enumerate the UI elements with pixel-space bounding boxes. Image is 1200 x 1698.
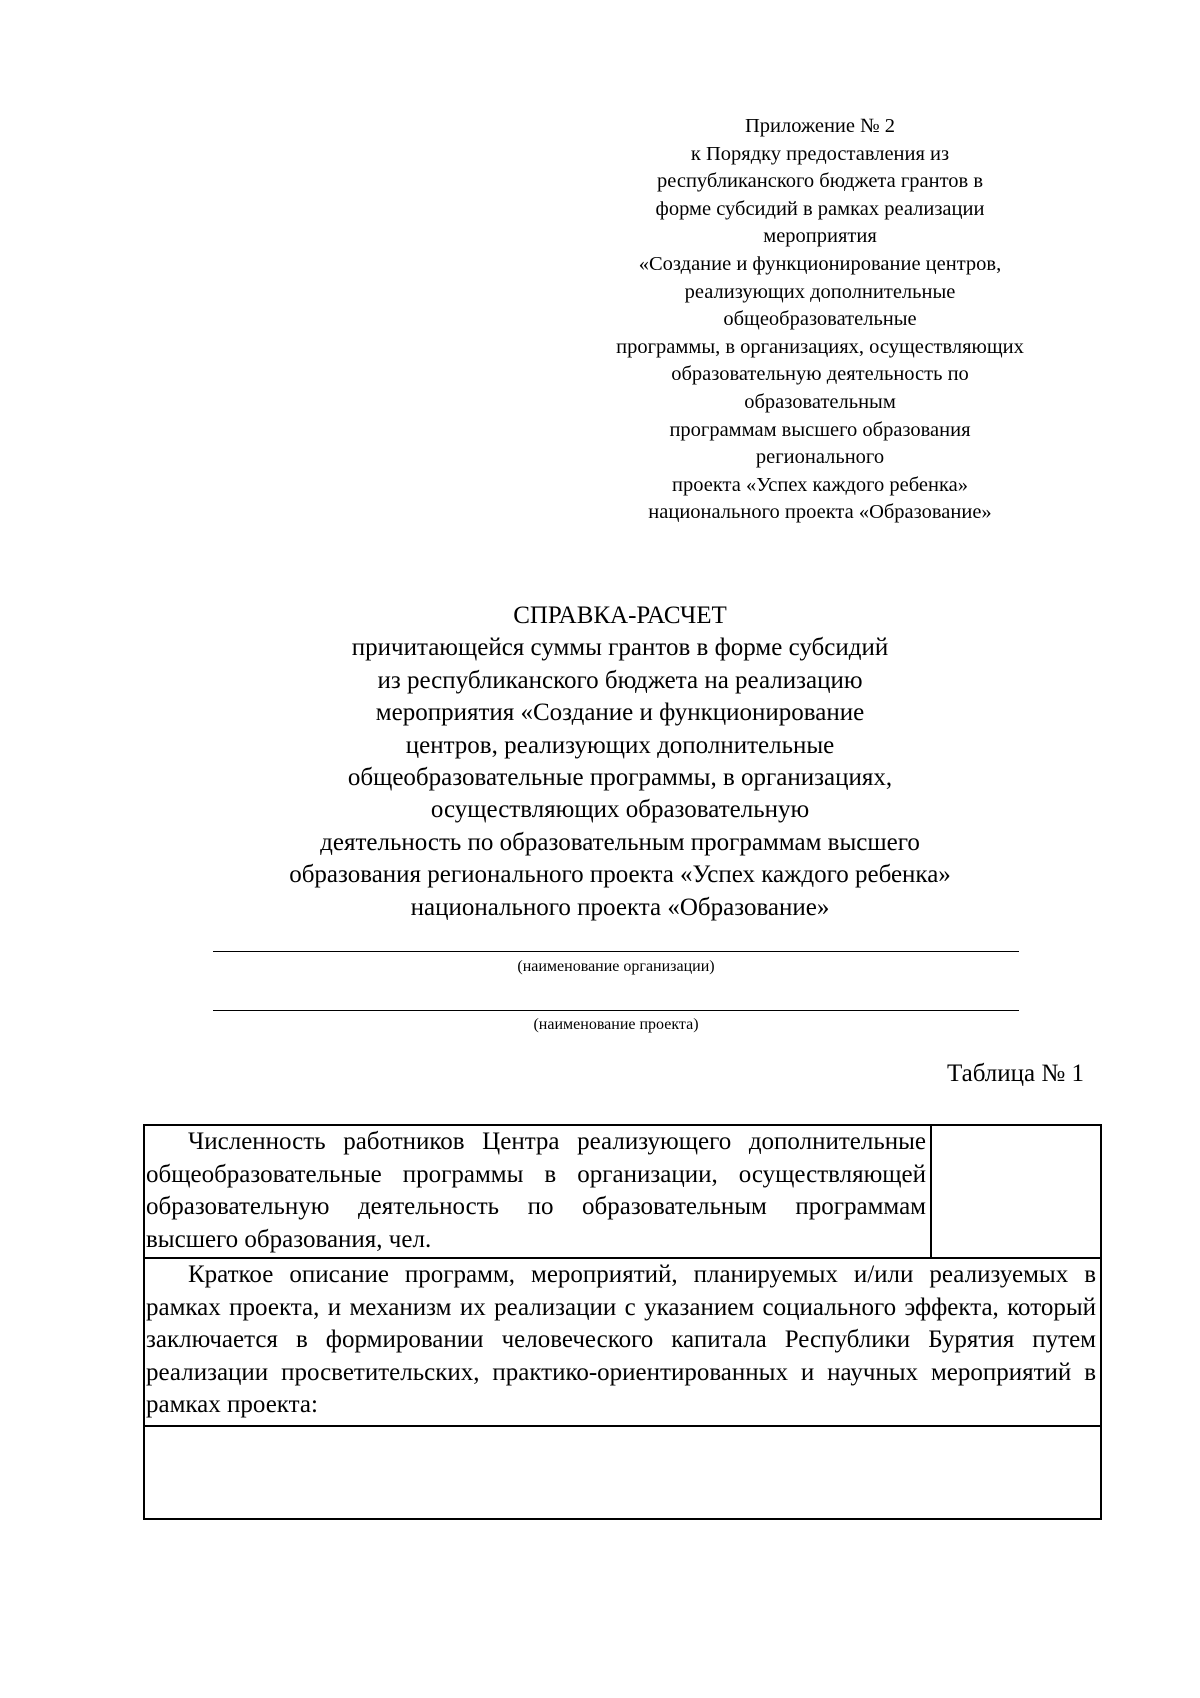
appendix-line: образовательную деятельность по <box>671 363 969 386</box>
table-row-description-label <box>146 1259 1096 1422</box>
appendix-line: регионального <box>755 446 885 469</box>
table-label: Таблица № 1 <box>946 1060 1084 1087</box>
org-name-caption: (наименование организации) <box>517 958 715 975</box>
appendix-line: программы, в организациях, осуществляющих <box>616 335 1024 358</box>
subtitle-line: осуществляющих образовательную <box>430 796 810 824</box>
table-border-bottom <box>143 1518 1102 1520</box>
appendix-line: программам высшего образования <box>669 418 971 441</box>
appendix-line: «Создание и функционирование центров, <box>638 252 1002 275</box>
subtitle-line: деятельность по образовательным программам высшего <box>320 828 920 856</box>
description-label-text: Краткое описание программ, мероприятий, планируемых и/или реализуемых в рамках проекта, и механизм их реализации с указанием социального эффекта, который заключается в формировании человеческого капитала Республики Бурятия путем реализации просветительских, практико-ориентированных и научных мероприятий в рамках проекта: <box>146 1261 1096 1419</box>
appendix-line: образовательным <box>744 390 896 413</box>
appendix-line: форме субсидий в рамках реализации <box>655 197 985 220</box>
subtitle-line: из республиканского бюджета на реализацию <box>377 666 863 694</box>
subtitle-line: общеобразовательные программы, в организациях, <box>347 764 893 792</box>
subtitle-line: образования регионального проекта «Успех каждого ребенка» <box>289 861 951 889</box>
table-row-employees-label <box>146 1126 926 1256</box>
description-value-cell[interactable] <box>146 1429 1096 1515</box>
appendix-line: республиканского бюджета грантов в <box>657 170 983 193</box>
appendix-line: мероприятия <box>763 225 877 248</box>
table-row-divider <box>143 1425 1102 1427</box>
appendix-line: Приложение № 2 <box>744 115 896 137</box>
document-title <box>200 600 1040 924</box>
table-border-right <box>1100 1124 1102 1520</box>
table-column-divider <box>930 1124 932 1259</box>
subtitle-line: мероприятия «Создание и функционирование <box>375 699 865 727</box>
data-table <box>143 1124 1102 1520</box>
appendix-line: к Порядку предоставления из <box>690 142 950 165</box>
appendix-line: общеобразовательные <box>723 308 917 331</box>
document-heading: СПРАВКА-РАСЧЕТ <box>513 602 727 629</box>
subtitle-line: национального проекта «Образование» <box>410 893 830 921</box>
employees-label-text: Численность работников Центра реализующего дополнительные общеобразовательные программы в организации, осуществляющей образовательную деятельность по образовательным программам высшего образования, чел. <box>146 1128 926 1253</box>
subtitle-line: причитающейся суммы грантов в форме субсидий <box>351 634 889 662</box>
table-border-left <box>143 1124 145 1520</box>
project-name-blank-line[interactable] <box>213 1010 1019 1011</box>
appendix-line: реализующих дополнительные <box>684 280 956 303</box>
project-name-caption: (наименование проекта) <box>533 1016 699 1033</box>
appendix-line: национального проекта «Образование» <box>648 501 992 524</box>
appendix-header <box>560 113 1080 527</box>
org-name-blank-line[interactable] <box>213 951 1019 952</box>
subtitle-line: центров, реализующих дополнительные <box>405 731 835 759</box>
appendix-line: проекта «Успех каждого ребенка» <box>672 473 968 496</box>
